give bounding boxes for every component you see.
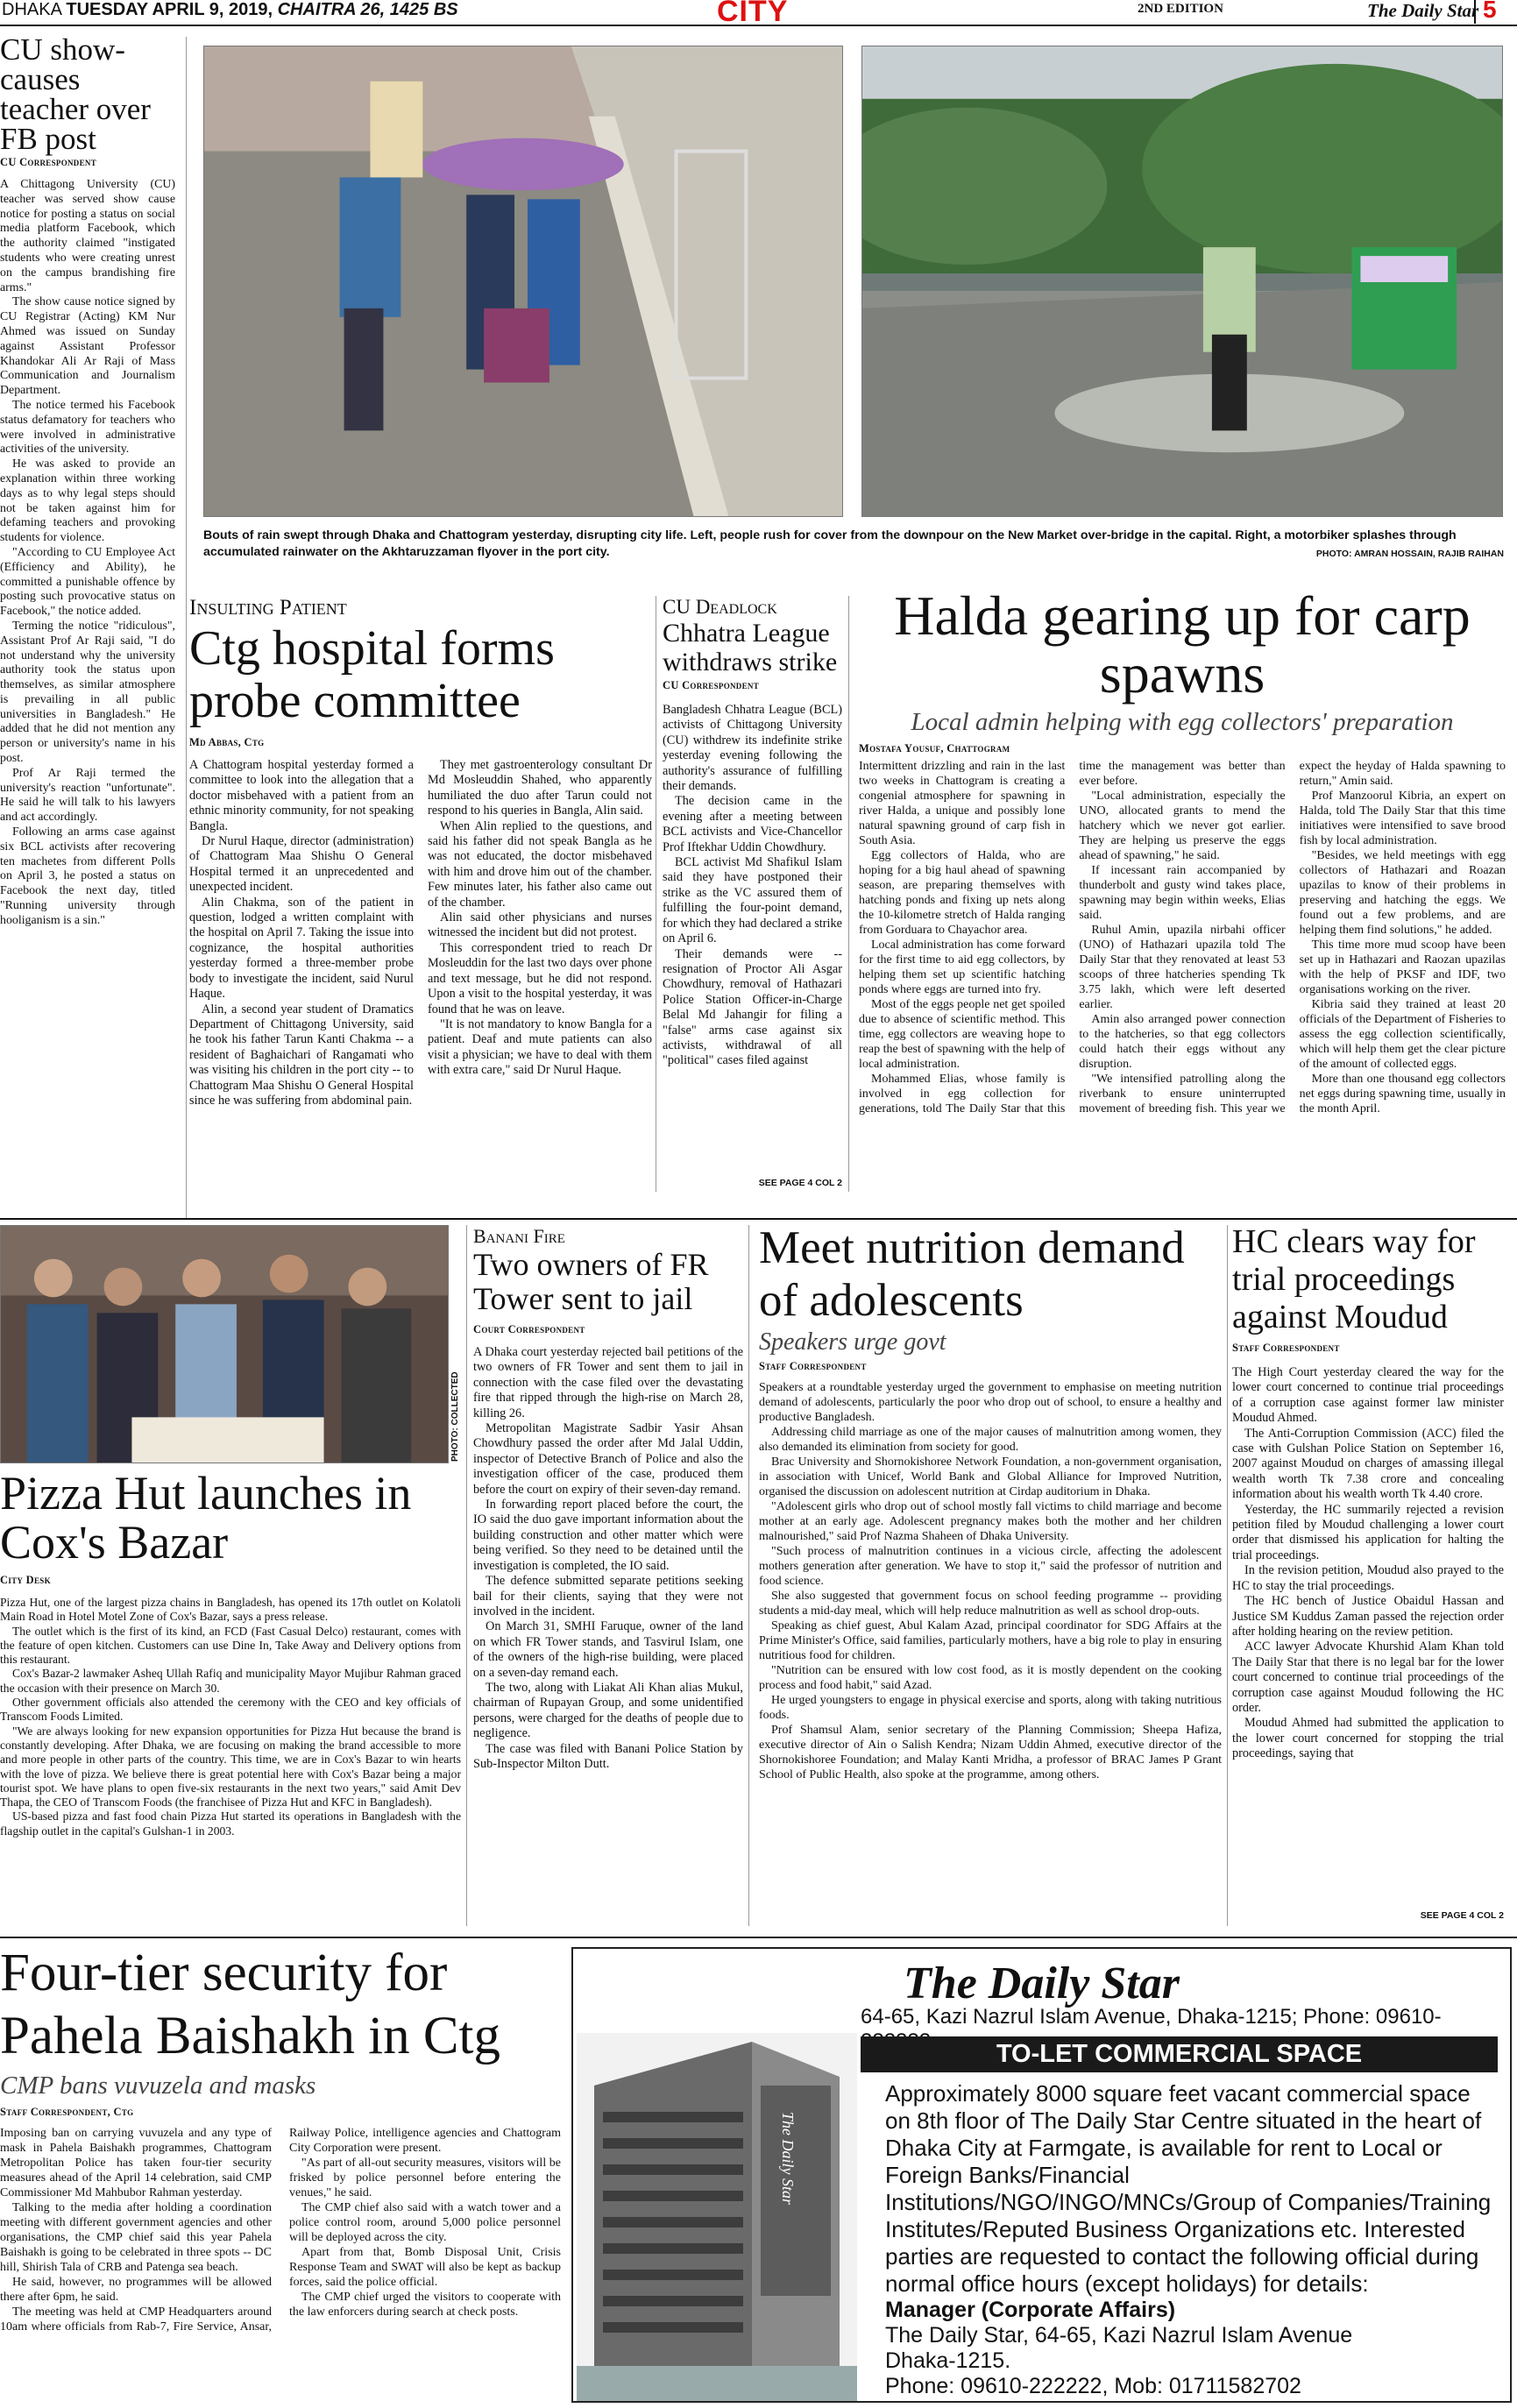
article-halda xyxy=(859,587,1506,1192)
article-body: Speakers at a roundtable yesterday urged the government to emphasise on meeting nutrition demand of adolescents, particularly the poor who drop out of school, to ensure a healthy and productive Bangladesh. Addressing child marriage as one of the major causes of malnutrition among women, they also demanded its elimination from society for good. Brac University and Shornokishoree Network Foundation, a non-government organisation, in association with Unicef, World Bank and Global Alliance for Improved Nutrition, organised the discussion on adolescent nutrition at Cirdap auditorium in Dhaka. "Adolescent girls who drop out of school mostly fall victims to child marriage and become mother at an early age. Adolescent pregnancy makes both the mother and her children malnourished," said Prof Nazma Shaheen of Dhaka University. "Such process of malnutrition continues in a vicious circle, affecting the adolescent mothers generation after generation. We have to stop it," said the professor of nutrition and food science. She also suggested that government focus on school feeding programme -- providing students a mid-day meal, which will help reduce malnutrition as well as school drop-outs. Speaking as chief guest, Abul Kalam Azad, principal coordinator for SDG Affairs at the Prime Minister's Office, said families, particularly mothers, have a big role to play in ensuring nutritious food for children. "Nutrition can be ensured with low cost food, as it is mostly dependent on the cooking process and food habit," said Azad. He urged youngsters to engage in physical exercise and sports, along with taking nutritious foods. Prof Shamsul Alam, senior secretary of the Planning Commission; Sheepa Hafiza, executive director of Ain o Salish Kendra; Nizam Uddin Ahmed, executive director of the Shornokishoree Foundation; and Malay Kanti Mridha, a professor of BRAC James P Grant School of Public Health, also spoke at the programme, among others. xyxy=(759,1381,1222,1781)
ad-banner: TO-LET COMMERCIAL SPACE xyxy=(861,2036,1498,2072)
article-banani-fire xyxy=(473,1225,743,1926)
headline: Ctg hospital forms probe committee xyxy=(189,621,555,728)
photo-credit: PHOTO: AMRAN HOSSAIN, RAJIB RAIHAN xyxy=(1315,549,1504,559)
photo-caption: Bouts of rain swept through Dhaka and Chattogram yesterday, disrupting city life. Left, people rush for cover from the downpour on the New Market over-bridge in the capital. Right, a motorbiker splashes through accumulated rainwater on the Akhtaruzzaman flyover in the port city. xyxy=(203,528,1457,559)
subhead: CMP bans vuvuzela and masks xyxy=(0,2072,316,2100)
article-cu-deadlock xyxy=(663,596,842,1192)
headline: Meet nutrition demand of adolescents xyxy=(759,1222,1185,1326)
ad-logo: The Daily Star xyxy=(904,1958,1180,2008)
article-cu-showcause xyxy=(0,35,175,1227)
kicker: CU Deadlock xyxy=(663,596,777,618)
article-moudud xyxy=(1232,1223,1504,1924)
byline: City Desk xyxy=(0,1574,51,1586)
article-body: Imposing ban on carrying vuvuzela and any type of mask in Pahela Baishakh programmes, Chattogram Metropolitan Police has taken four-tier security measures ahead of the April 14 celebration, said CMP Commissioner Md Mahbubor Rahman yesterday. Talking to the media after holding a coordination meeting with different government agencies and other organisations, the CMP chief said this year Pahela Baishakh is going to be celebrated in three spots -- DC hill, Shirish Tala of CRB and Patenga sea beach. He said, however, no programmes will be allowed there after 6pm, he said. The meeting was held at CMP Headquarters around 10am where officials from Rab-7, Fire Service, Ansar, Railway Police, intelligence agencies and Chattogram City Corporation were present. "As part of all-out security measures, visitors will be frisked by police personnel before entering the venues," he said. The CMP chief also said with a watch tower and a police control room, around 5,000 police personnel will be deployed across the city. Apart from that, Bomb Disposal Unit, Crisis Response Team and SWAT will also be kept as backup forces, said the police official. The CMP chief urged the visitors to cooperate with the law enforcers during search at check posts. xyxy=(0,2127,561,2334)
continued-link[interactable]: SEE PAGE 4 COL 2 xyxy=(758,1178,842,1188)
article-nutrition xyxy=(759,1222,1222,1923)
headline: Two owners of FR Tower sent to jail xyxy=(473,1247,709,1316)
continued-link[interactable]: SEE PAGE 4 COL 2 xyxy=(1420,1910,1504,1921)
pizza-photo-credit: PHOTO: COLLECTED xyxy=(450,1371,460,1462)
article-body: A Chittagong University (CU) teacher was served show cause notice for posting a status on social media platform Facebook, which the authority claimed "instigated students who were creating unrest on the campus brandishing fire arms." The show cause notice signed by CU Registrar (Acting) KM Nur Ahmed was issued on Sunday against Assistant Professor Khandokar Ali Ar Raji of Mass Communication and Journalism Department. The notice termed his Facebook status defamatory for teachers who were involved in administrative activities of the university. He was asked to provide an explanation within three working days as to why legal steps should not be taken against him for defaming teachers and provoking students for violence. "According to CU Employee Act (Efficiency and Ability), he committed a punishable offence by posting such provocative status on Facebook," the notice added. Terming the notice "ridiculous", Assistant Prof Ar Raji said, "I do not understand why the university authority took the status upon themselves, as similar atmosphere is prevailing in all public universities in Bangladesh." He added that he did not mention any person or university's name in his post. Prof Ar Raji termed the university's reaction "unfortunate". He said he will talk to his lawyers and act accordingly. Following an arms case against six BCL activists after recovering ten machetes from different Polls on April 3, he posted a status on Facebook the next day, titled "Running university through hooliganism is a sin." xyxy=(0,178,175,927)
dateline: DHAKA TUESDAY APRIL 9, 2019, CHAITRA 26, 1425 BS xyxy=(2,0,458,19)
ad-contact: Manager (Corporate Affairs) The Daily Star, 64-65, Kazi Nazrul Islam Avenue Dhaka-1215. Phone: 09610-222222, Mob: 01711582702 xyxy=(885,2298,1353,2398)
masthead xyxy=(0,0,1517,26)
headline: HC clears way for trial proceedings against Moudud xyxy=(1232,1223,1476,1335)
page-number: 5 xyxy=(1474,0,1497,24)
article-body: Intermittent drizzling and rain in the last two weeks in Chattogram is creating a congenial atmosphere for spawning in river Halda, a unique and possibly lone natural spawning ground of carp fish in South Asia. Egg collectors of Halda, who are hoping for a big haul ahead of spawning season, are preparing themselves with hatching ponds and fixing up nets along the 10-kilometre stretch of Halda ranging from Gorduara to Chayachor area. Local administration has come forward for the first time to aid egg collectors, by helping them set up scientific hatching ponds where eggs are turned into fry. Most of the eggs people net get spoiled due to absence of scientific method. This time, egg collectors are weaving hope to reap the best of spawning with the help of local administration. Mohammed Elias, whose family is involved in egg collection for generations, told The Daily Star that this time the management was better than ever before. "Local administration, especially the UNO, allocated grants to mend the hatchery which we never got earlier. They are helping us preserve the eggs ahead of spawning," he said. If incessant rain accompanied by thunderbolt and gusty wind takes place, spawning may begin within weeks, Elias said. Ruhul Amin, upazila nirbahi officer (UNO) of Hathazari upazila told The Daily Star that they renovated at least 53 scoops of three hatcheries spending Tk 3.75 lakh, which were left deserted earlier. Amin also arranged power connection to the hatcheries, so that egg collectors could hatch their eggs without any disruption. "We intensified patrolling along the riverbank to ensure uninterrupted movement of breeding fish. This year we expect the heyday of Halda spawning to return," Amin said. Prof Manzoorul Kibria, an expert on Halda, told The Daily Star that this time initiatives were intensified to save brood fish by local administration. "Besides, we held meetings with egg collectors of Hathazari and Roazan upazilas to know of their problems in preserving and hatching the eggs. We found out a few problems, and are helping them find solutions," he added. This time more mud scoop have been set up in Hathazari and Raozan upazilas with the help of PKSF and IDF, two organisations working on the river. Kibria said they trained at least 20 officials of the Department of Fisheries to assess the egg collection scientifically, which will help them get the clear picture of the amount of collected eggs. More than one thousand egg collectors net eggs during spawning time, usually in the month April. xyxy=(859,760,1506,1115)
section-title: CITY xyxy=(717,0,789,26)
subhead: Local admin helping with egg collectors' preparation xyxy=(911,708,1454,736)
subhead: Speakers urge govt xyxy=(759,1328,946,1356)
photo-dhaka-rain xyxy=(203,46,843,517)
photo-chattogram-flyover xyxy=(861,46,1503,517)
byline: Court Correspondent xyxy=(473,1323,585,1335)
article-body: Bangladesh Chhatra League (BCL) activists of Chittagong University (CU) withdrew its indefinite strike yesterday evening following the authority's assurance of fulfilling their demands. The decision came in the evening after a meeting between BCL activists and Vice-Chancellor Prof Iftekhar Uddin Chowdhury. BCL activist Md Shafikul Islam said they have postponed their strike as the VC assured them of fulfilling the four-point demand, for which they had declared a strike on April 6. Their demands were -- resignation of Proctor Ali Asgar Chowdhury, removal of Hathazari Police Station Officer-in-Charge Belal Md Jahangir for filing a "false" arms case against six activists, withdrawal of all "political" cases filed against xyxy=(663,703,842,1068)
headline: Halda gearing up for carp spawns xyxy=(894,587,1471,705)
byline: Staff Correspondent xyxy=(759,1360,867,1372)
advertisement-to-let xyxy=(571,1947,1512,2403)
byline: CU Correspondent xyxy=(663,679,760,691)
headline: Four-tier security for Pahela Baishakh in Ctg xyxy=(0,1944,500,2065)
kicker: Insulting Patient xyxy=(189,596,347,620)
article-security xyxy=(0,1942,561,2406)
edition-label: 2ND EDITION xyxy=(1138,2,1223,16)
article-ctg-hospital xyxy=(189,596,652,1192)
byline: Staff Correspondent, Ctg xyxy=(0,2106,134,2118)
byline: Mostafa Yousuf, Chattogram xyxy=(859,742,1010,754)
byline: Staff Correspondent xyxy=(1232,1342,1340,1354)
article-body: The High Court yesterday cleared the way for the lower court concerned to continue trial proceedings of a corruption case against former law minister Moudud Ahmed. The Anti-Corruption Commission (ACC) filed the case with Gulshan Police Station on September 16, 2007 against Moudud on charges of amassing illegal wealth worth Tk 7.38 crore and concealing information about his wealth worth Tk 4.40 crore. Yesterday, the HC summarily rejected a revision petition filed by Moudud challenging a lower court order that dismissed his application for halting the trial proceedings. In the revision petition, Moudud also prayed to the HC to stay the trial proceedings. The HC bench of Justice Obaidul Hassan and Justice SM Kuddus Zaman passed the rejection order after holding hearing on the review petition. ACC lawyer Advocate Khurshid Alam Khan told The Daily Star that there is no legal bar for the lower court concerned to continue trial proceedings of the corruption case against Moudud following the HC order. Moudud Ahmed had submitted the application to the lower court concerned for stopping the trial proceedings, saying that xyxy=(1232,1365,1504,1761)
ad-address: 64-65, Kazi Nazrul Islam Avenue, Dhaka-1215; Phone: 09610- xyxy=(861,2005,1442,2029)
article-body: A Chattogram hospital yesterday formed a committee to look into the allegation that a doctor misbehaved with a patient from an ethnic minority community, for not speaking Bangla. Dr Nurul Haque, director (administration) of Chattogram Maa Shishu O General Hospital termed it an unprecedented and unexpected incident. Alin Chakma, son of the patient in question, lodged a written complaint with the hospital on April 7. Taking the issue into cognizance, the hospital authorities yesterday formed a three-member probe body to investigate the incident, said Nurul Haque. Alin, a second year student of Dramatics Department of Chittagong University, said he took his father Tarun Kanti Chakma -- a resident of Baghaichari of Rangamati who was visiting his children in the port city -- to Chattogram Maa Shishu O General Hospital since he was suffering from abdominal pain. They met gastroenterology consultant Dr Md Mosleuddin Shahed, who apparently humiliated the duo after Tarun could not respond to his queries in Bangla, Alin said. When Alin replied to the questions, and said his father did not speak Bangla as he was not educated, the doctor misbehaved with him and drove him out of the chamber. Few minutes later, his father also came out of the chamber. Alin said other physicians and nurses witnessed the incident but did not protest. This correspondent tried to reach Dr Mosleuddin for the last two days over phone and text message, but he did not respond. Upon a visit to the hospital yesterday, it was found that he was on leave. "It is not mandatory to know Bangla for a patient. Deaf and mute patients can also visit a physician; we have to deal with them with extra care," said Dr Nurul Haque. xyxy=(189,758,652,1108)
ad-body: Approximately 8000 square feet vacant commercial space on 8th floor of The Daily Star Centre situated in the heart of Dhaka City at Farmgate, is available for rent to Local or Foreign Banks/Financial Institutions/NGO/INGO/MNCs/Group of Companies/Training Institutes/Reputed Business Organizations etc. Interested parties are requested to contact the following official during normal office hours (except holidays) for details: xyxy=(885,2080,1492,2297)
paper-logo: The Daily Star xyxy=(1367,0,1479,21)
headline: Pizza Hut launches in Cox's Bazar xyxy=(0,1469,412,1569)
building-sign-text: The Daily Star xyxy=(779,2112,797,2205)
byline: Md Abbas, Ctg xyxy=(189,736,265,748)
byline: CU Correspondent xyxy=(0,156,97,168)
headline: Chhatra League withdraws strike xyxy=(663,619,838,676)
building-illustration xyxy=(577,2033,857,2401)
kicker: Banani Fire xyxy=(473,1225,565,1247)
headline: CU show-causes teacher over FB post xyxy=(0,35,151,156)
photo-pizza-hut-launch xyxy=(0,1225,449,1463)
article-body: Pizza Hut, one of the largest pizza chains in Bangladesh, has opened its 17th outlet on Kolatoli Main Road in Hotel Motel Zone of Cox's Bazar, says a press release. The outlet which is the first of its kind, an FCD (Fast Casual Delco) restaurant, comes with the feature of open kitchen. Customers can use Dine In, Take Away and Delivery options from this restaurant. Cox's Bazar-2 lawmaker Asheq Ullah Rafiq and municipality Mayor Mujibur Rahman graced the occasion with their presence on March 30. Other government officials also attended the ceremony with the CEO and key officials of Transcom Foods Limited. "We are always looking for new expansion opportunities for Pizza Hut because the brand is constantly developing. After Dhaka, we are focusing on making the brand accessible to more and more people in other parts of the country. This time, we are in Cox's Bazar to win hearts with the love of pizza. We believe there is great potential here with Cox's Bazar being a major tourist spot. We have plans to open five-six restaurants in the next two years," said Amit Dev Thapa, the CEO of Transcom Foods (the franchisee of Pizza Hut and KFC in Bangladesh). US-based pizza and fast food chain Pizza Hut started its operations in Bangladesh with the flagship outlet in the capital's Gulshan-1 in 2003. xyxy=(0,1596,461,1838)
article-body: A Dhaka court yesterday rejected bail petitions of the two owners of FR Tower and sent them to jail in connection with the case filed over the devastating fire that ripped through the high-rise on March 28, killing 26. Metropolitan Magistrate Sadbir Yasir Ahsan Chowdhury passed the order after Md Jalal Uddin, inspector of Detective Branch of Police and also the investigation officer of the case, produced them before the court on expiry of their seven-day remand. In forwarding report placed before the court, the IO said the duo gave important information about the building construction and other matter which were being verified. So they need to be detained until the investigation is completed, the IO said. The defence submitted separate petitions seeking bail for their clients, saying that they were not involved in the incident. On March 31, SMHI Faruque, owner of the land on which FR Tower stands, and Tasvirul Islam, one of the owners of the high-rise building, were placed on a seven-day remand each. The two, along with Liakat Ali Khan alias Mukul, chairman of Rupayan Group, and some unidentified persons, were charged for the deaths of people due to negligence. The case was filed with Banani Police Station by Sub-Inspector Milton Dutt. xyxy=(473,1345,743,1771)
article-pizza-hut xyxy=(0,1469,461,1924)
